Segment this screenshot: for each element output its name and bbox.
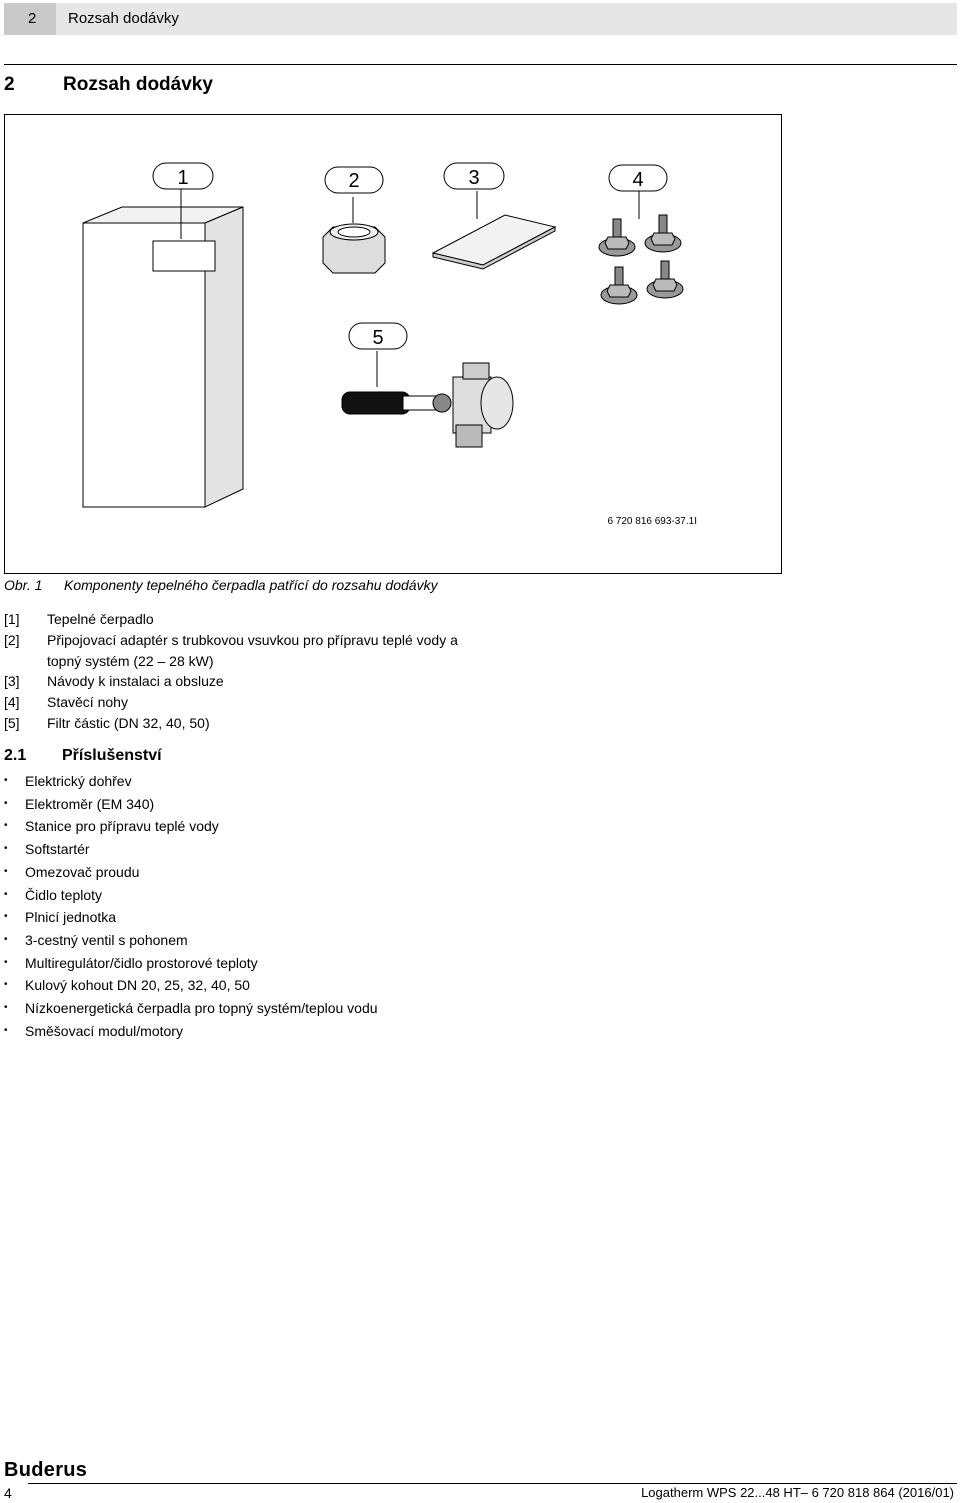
- divider: [4, 64, 957, 65]
- figure-code: 6 720 816 693-37.1I: [607, 516, 697, 527]
- legend-key: [5]: [4, 714, 20, 731]
- legend-text: Návody k instalaci a obsluze: [47, 673, 224, 690]
- list-item: • Plnicí jednotka: [4, 906, 378, 929]
- footer-divider: [28, 1483, 957, 1484]
- legend-item: [4, 671, 477, 692]
- accessories-list: [4, 770, 378, 1042]
- legend-text: Připojovací adaptér s trubkovou vsuvkou pro přípravu teplé vody a topný systém (22 – 28 kW): [47, 631, 458, 669]
- legend-text: Filtr částic (DN 32, 40, 50): [47, 714, 210, 731]
- legend-item: [4, 713, 477, 734]
- legend-key: [2]: [4, 631, 20, 648]
- list-item: • Elektroměr (EM 340): [4, 793, 378, 816]
- subsection-number: 2.1: [4, 747, 27, 764]
- section-title: Rozsah dodávky: [63, 74, 213, 95]
- legend-item: [4, 630, 477, 672]
- legend-item: [4, 692, 477, 713]
- list-item: • Čidlo teploty: [4, 884, 378, 907]
- adapter-illustration: [323, 224, 385, 273]
- figure-drawing: [5, 115, 781, 573]
- list-item: • Softstartér: [4, 838, 378, 861]
- caption-label: Obr. 1: [4, 577, 43, 593]
- section-number: 2: [4, 74, 15, 95]
- legend-key: [3]: [4, 673, 20, 690]
- list-item: • Stanice pro přípravu teplé vody: [4, 815, 378, 838]
- subsection-title: Příslušenství: [62, 747, 162, 764]
- filter-illustration: [342, 363, 513, 447]
- callout-label-1: 1: [177, 167, 189, 189]
- legend-text: Tepelné čerpadlo: [47, 611, 154, 627]
- feet-illustration: [599, 215, 683, 304]
- heat-pump-illustration: [83, 207, 243, 507]
- callout-label-3: 3: [468, 167, 480, 189]
- list-item: • Kulový kohout DN 20, 25, 32, 40, 50: [4, 974, 378, 997]
- callout-label-2: 2: [348, 170, 360, 192]
- list-item: • Multiregulátor/čidlo prostorové teploty: [4, 952, 378, 975]
- callout-label-5: 5: [372, 327, 384, 349]
- legend-key: [4]: [4, 694, 20, 711]
- header-chapter-number: 2: [4, 3, 56, 35]
- figure-components: [4, 114, 782, 574]
- callout-label-4: 4: [632, 169, 644, 191]
- figure-caption: [4, 577, 438, 593]
- list-item: • Nízkoenergetická čerpadla pro topný systém/teplou vodu: [4, 997, 378, 1020]
- subsection-heading: [4, 747, 162, 765]
- list-item: • Omezovač proudu: [4, 861, 378, 884]
- document-reference: Logatherm WPS 22...48 HT– 6 720 818 864 (2016/01): [641, 1485, 954, 1500]
- legend-item: [4, 609, 477, 630]
- page-number: 4: [4, 1485, 12, 1501]
- list-item: • Směšovací modul/motory: [4, 1020, 378, 1043]
- list-item: • 3-cestný ventil s pohonem: [4, 929, 378, 952]
- legend-key: [1]: [4, 611, 20, 627]
- brand-logo: Buderus: [4, 1459, 88, 1481]
- manuals-illustration: [433, 215, 555, 269]
- figure-legend: [4, 609, 477, 734]
- legend-text: Stavěcí nohy: [47, 694, 128, 711]
- list-item: • Elektrický dohřev: [4, 770, 378, 793]
- caption-text: Komponenty tepelného čerpadla patřící do rozsahu dodávky: [64, 577, 438, 593]
- header-chapter-title: Rozsah dodávky: [68, 10, 179, 27]
